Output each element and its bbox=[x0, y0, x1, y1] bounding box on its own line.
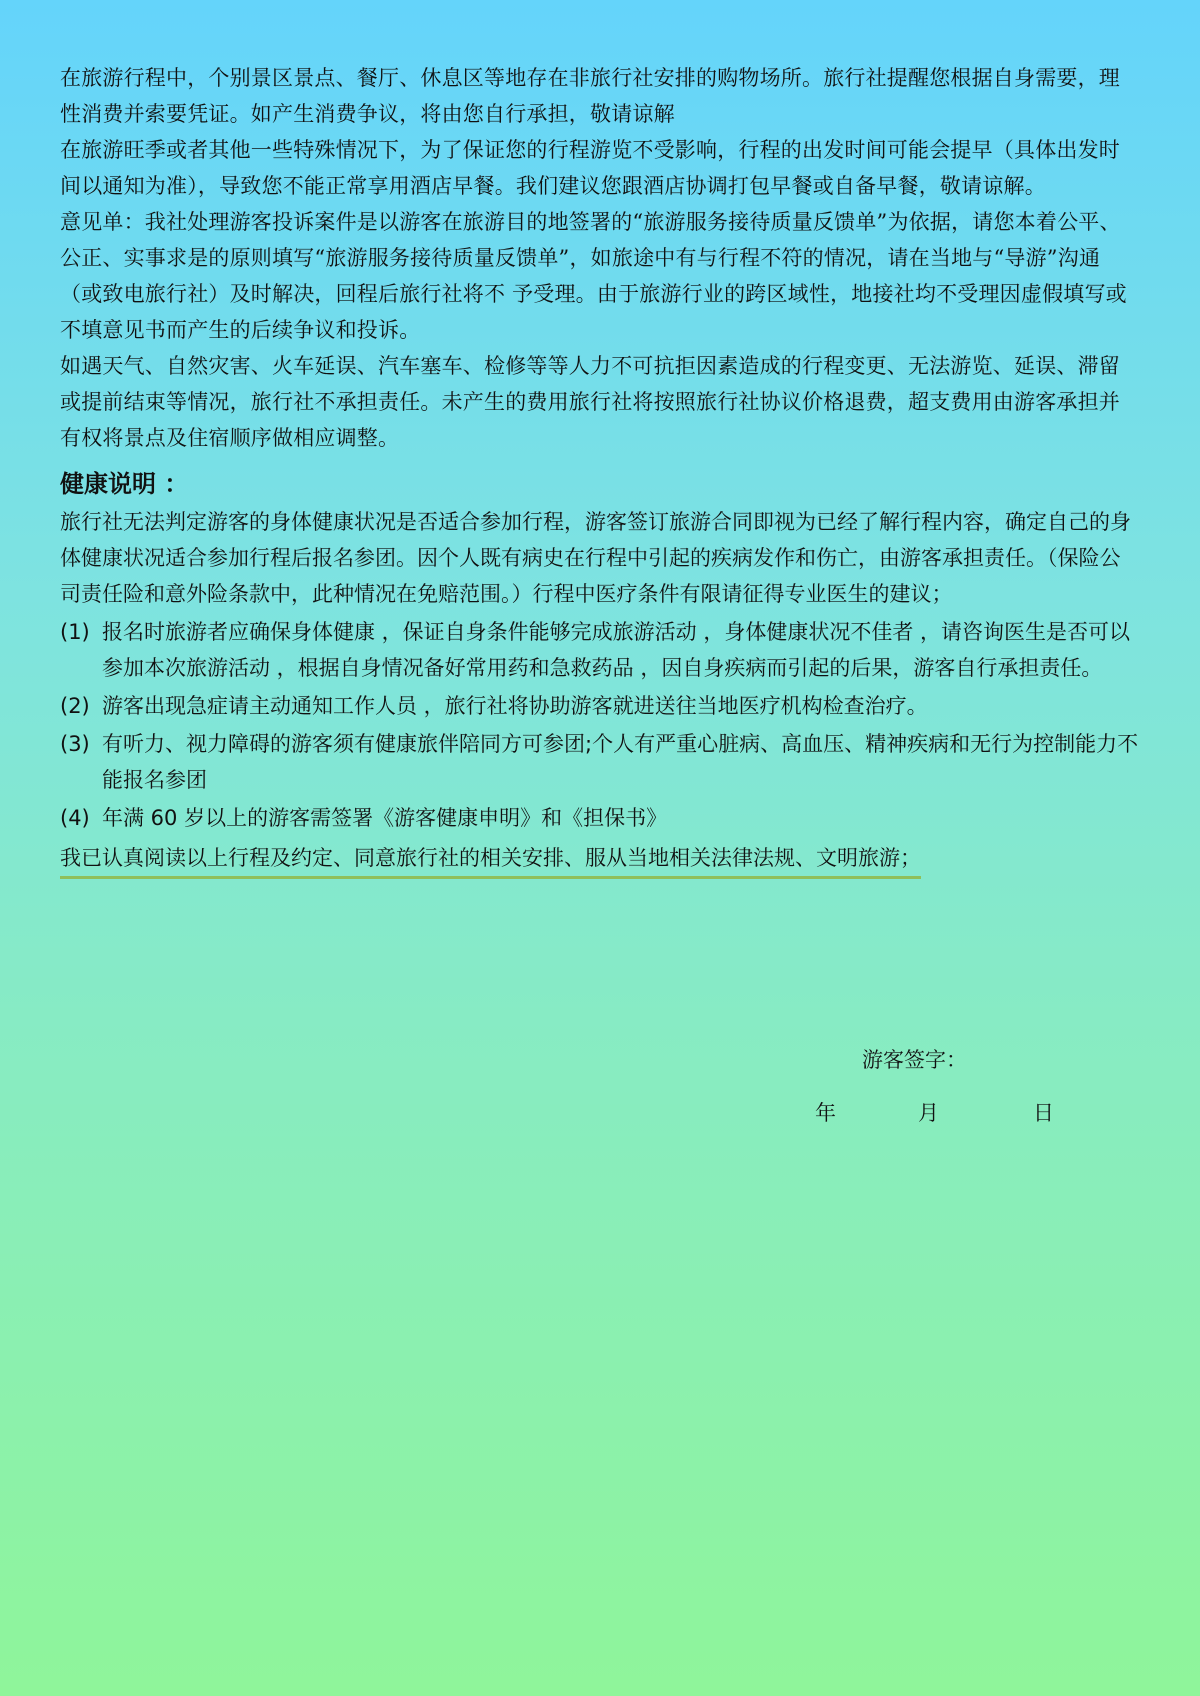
list-item-text: 有听力、视力障碍的游客须有健康旅伴陪同方可参团;个人有严重心脏病、高血压、精神疾病和无行为控制能力不能报名参团 bbox=[102, 732, 1139, 792]
date-day-label: 日 bbox=[1033, 1101, 1054, 1125]
notice-feedback-form: 意见单：我社处理游客投诉案件是以游客在旅游目的地签署的“旅游服务接待质量反馈单”为依据，请您本着公平、公正、实事求是的原则填写“旅游服务接待质量反馈单”，如旅途中有与行程不符的情况，请在当地与“导游”沟通（或致电旅行社）及时解决，回程后旅行社将不 予受理。由于旅游行业的跨区域性，地接社均不受理因虚假填写或不填意见书而产生的后续争议和投诉。 bbox=[60, 210, 1127, 342]
notices-section bbox=[60, 60, 1140, 456]
notice-departure-time: 在旅游旺季或者其他一些特殊情况下，为了保证您的行程游览不受影响，行程的出发时间可能会提早（具体出发时间以通知为准），导致您不能正常享用酒店早餐。我们建议您跟酒店协调打包早餐或自备早餐，敬请谅解。 bbox=[60, 138, 1120, 198]
list-item-number: (1) bbox=[60, 620, 90, 644]
list-item-number: (2) bbox=[60, 694, 90, 718]
list-item-text: 年满 60 岁以上的游客需签署《游客健康申明》和《担保书》 bbox=[102, 806, 668, 830]
health-list bbox=[60, 614, 1140, 836]
list-item-number: (3) bbox=[60, 732, 90, 756]
list-item-number: (4) bbox=[60, 806, 90, 830]
list-item-text: 游客出现急症请主动通知工作人员 ，旅行社将协助游客就进送往当地医疗机构检查治疗。 bbox=[102, 694, 928, 718]
list-item bbox=[60, 688, 1140, 724]
list-item bbox=[60, 726, 1140, 798]
date-month-label: 月 bbox=[918, 1101, 939, 1125]
list-item bbox=[60, 800, 1140, 836]
date-year-label: 年 bbox=[815, 1101, 836, 1125]
health-heading: 健康说明 ： bbox=[60, 470, 189, 498]
acknowledgement-statement: 我已认真阅读以上行程及约定、同意旅行社的相关安排、服从当地相关法律法规、文明旅游； bbox=[60, 840, 921, 879]
signature-label: 游客签字： bbox=[862, 1048, 967, 1072]
list-item-text: 报名时旅游者应确保身体健康 ，保证自身条件能够完成旅游活动 ，身体健康状况不佳者 ，请咨询医生是否可以参加本次旅游活动 ，根据自身情况备好常用药和急救药品 ，因自身疾病而引起的后果，游客自行承担责任。 bbox=[102, 620, 1131, 680]
notice-shopping: 在旅游行程中，个别景区景点、餐厅、休息区等地存在非旅行社安排的购物场所。旅行社提醒您根据自身需要，理性消费并索要凭证。如产生消费争议，将由您自行承担，敬请谅解 bbox=[60, 66, 1120, 126]
health-intro: 旅行社无法判定游客的身体健康状况是否适合参加行程，游客签订旅游合同即视为已经了解行程内容，确定自己的身体健康状况适合参加行程后报名参团。因个人既有病史在行程中引起的疾病发作和伤亡，由游客承担责任。（保险公司责任险和意外险条款中，此种情况在免赔范围。）行程中医疗条件有限请征得专业医生的建议； bbox=[60, 510, 1131, 606]
list-item bbox=[60, 614, 1140, 686]
document-page bbox=[60, 60, 1140, 879]
notice-force-majeure: 如遇天气、自然灾害、火车延误、汽车塞车、检修等等人力不可抗拒因素造成的行程变更、无法游览、延误、滞留或提前结束等情况，旅行社不承担责任。未产生的费用旅行社将按照旅行社协议价格退费，超支费用由游客承担并有权将景点及住宿顺序做相应调整。 bbox=[60, 354, 1120, 450]
